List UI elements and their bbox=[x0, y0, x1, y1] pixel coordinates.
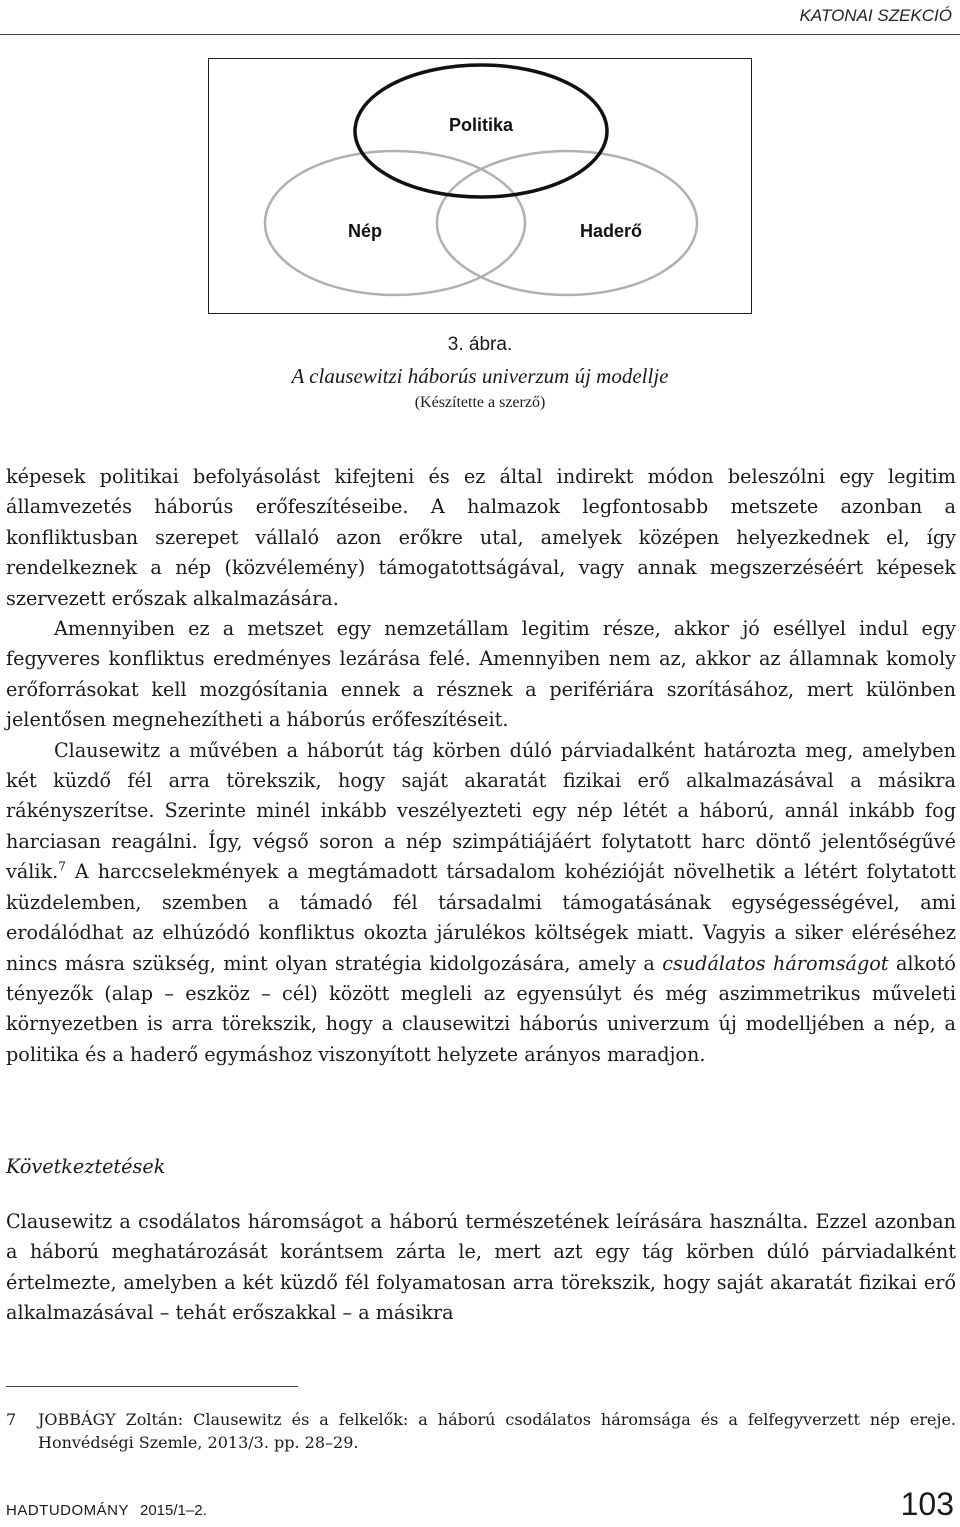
footnote-text: JOBBÁGY Zoltán: Clausewitz és a felkelők: a háború csodálatos háromsága és a felfegyverzett nép ereje. Honvédségi Szemle, 2013/3. pp. 28–29. bbox=[38, 1410, 956, 1452]
conclusion-paragraph bbox=[6, 1207, 956, 1329]
footnote bbox=[6, 1408, 956, 1454]
section-heading: Következtetések bbox=[6, 1155, 166, 1178]
paragraph-3-emphasis: csudálatos háromságot bbox=[662, 951, 889, 975]
paragraph-2-text: Amennyiben ez a metszet egy nemzetállam legitim része, akkor jó eséllyel indul egy fegyveres konfliktus eredményes lezárása felé. Amennyiben nem az, akkor az államnak komoly erőforrásokat kell mozgósítania ennek a résznek a perifériára szorításához, mert különben jelentősen megnehezítheti a háborús erőfeszítéseit. bbox=[6, 617, 956, 732]
paragraph-3-text-c: alkotó tényezők (alap – eszköz – cél) között megleli az egyensúlyt és még aszimmetrikus műveleti környezetben is arra törekszik, hogy a clausewitzi háborús univerzum új modelljében a nép, a politika és a haderő egymáshoz viszonyított helyzete arányos maradjon. bbox=[6, 951, 956, 1066]
footer-journal-name: HADTUDOMÁNY bbox=[6, 1502, 130, 1519]
footnote-rule bbox=[6, 1386, 298, 1387]
paragraph-3 bbox=[6, 736, 956, 1070]
paragraph-3-text-a: Clausewitz a művében a háborút tág körben dúló párviadalként határozta meg, amelyben két küzdő fél arra törekszik, hogy saját akaratát fizikai erő alkalmazásával a másikra rákényszerítse. Szerinte minél inkább veszélyezteti egy nép létét a háború, annál inkább fog harciasan reagálni. Így, végső soron a nép szimpátiájáért folytatott harc döntő jelentőségűvé válik. bbox=[6, 738, 956, 884]
venn-label-hadero: Haderő bbox=[579, 221, 643, 241]
footnote-reference: 7 bbox=[58, 859, 66, 874]
venn-circle-nep bbox=[265, 151, 525, 295]
venn-diagram bbox=[209, 59, 753, 315]
figure-caption-title: A clausewitzi háborús univerzum új modellje bbox=[291, 364, 669, 388]
figure-caption-number: 3. ábra. bbox=[447, 334, 513, 355]
footnote-number: 7 bbox=[6, 1410, 17, 1429]
footer-issue: 2015/1–2. bbox=[140, 1502, 207, 1519]
paragraph-1-text: képesek politikai befolyásolást kifejteni és ez által indirekt módon beleszólni egy legitim államvezetés háborús erőfeszítéseibe. A halmazok legfontosabb metszete azonban a konfliktusban szerepet vállaló azon erőkre utal, amelyek középen helyezkednek el, így rendelkeznek a nép (közvélemény) támogatottságával, vagy annak megszerzéséért képesek szervezett erőszak alkalmazására. bbox=[6, 465, 956, 610]
paragraph-1 bbox=[6, 462, 956, 614]
venn-label-politika: Politika bbox=[448, 115, 514, 135]
venn-circle-hadero bbox=[437, 151, 697, 295]
page-number: 103 bbox=[900, 1486, 954, 1522]
venn-label-nep: Nép bbox=[347, 221, 383, 241]
paragraph-2 bbox=[6, 614, 956, 736]
body-text bbox=[6, 462, 956, 1070]
figure-caption-credit: (Készítette a szerző) bbox=[414, 394, 546, 411]
header-rule bbox=[0, 34, 960, 35]
venn-diagram-figure bbox=[208, 58, 752, 314]
running-header-section: KATONAI SZEKCIÓ bbox=[799, 6, 952, 25]
paragraph-3-text-b: A harccselekmények a megtámadott társadalom kohézióját növelhetik a létért folytatott küzdelemben, szemben a támadó fél társadalmi támogatásának egységességével, ami erodálódhat az elhúzódó konfliktus okozta járulékos költségek miatt. Vagyis a siker eléréséhez nincs másra szükség, mint olyan stratégia kidolgozására, amely a bbox=[6, 860, 956, 975]
conclusion-text: Clausewitz a csodálatos háromságot a háború természetének leírására használta. Ezzel azonban a háború meghatározását korántsem zárta le, mert azt egy tág körben dúló párviadalként értelmezte, amelyben a két küzdő fél folyamatosan arra törekszik, hogy saját akaratát fizikai erő alkalmazásával – tehát erőszakkal – a másikra bbox=[6, 1210, 956, 1325]
